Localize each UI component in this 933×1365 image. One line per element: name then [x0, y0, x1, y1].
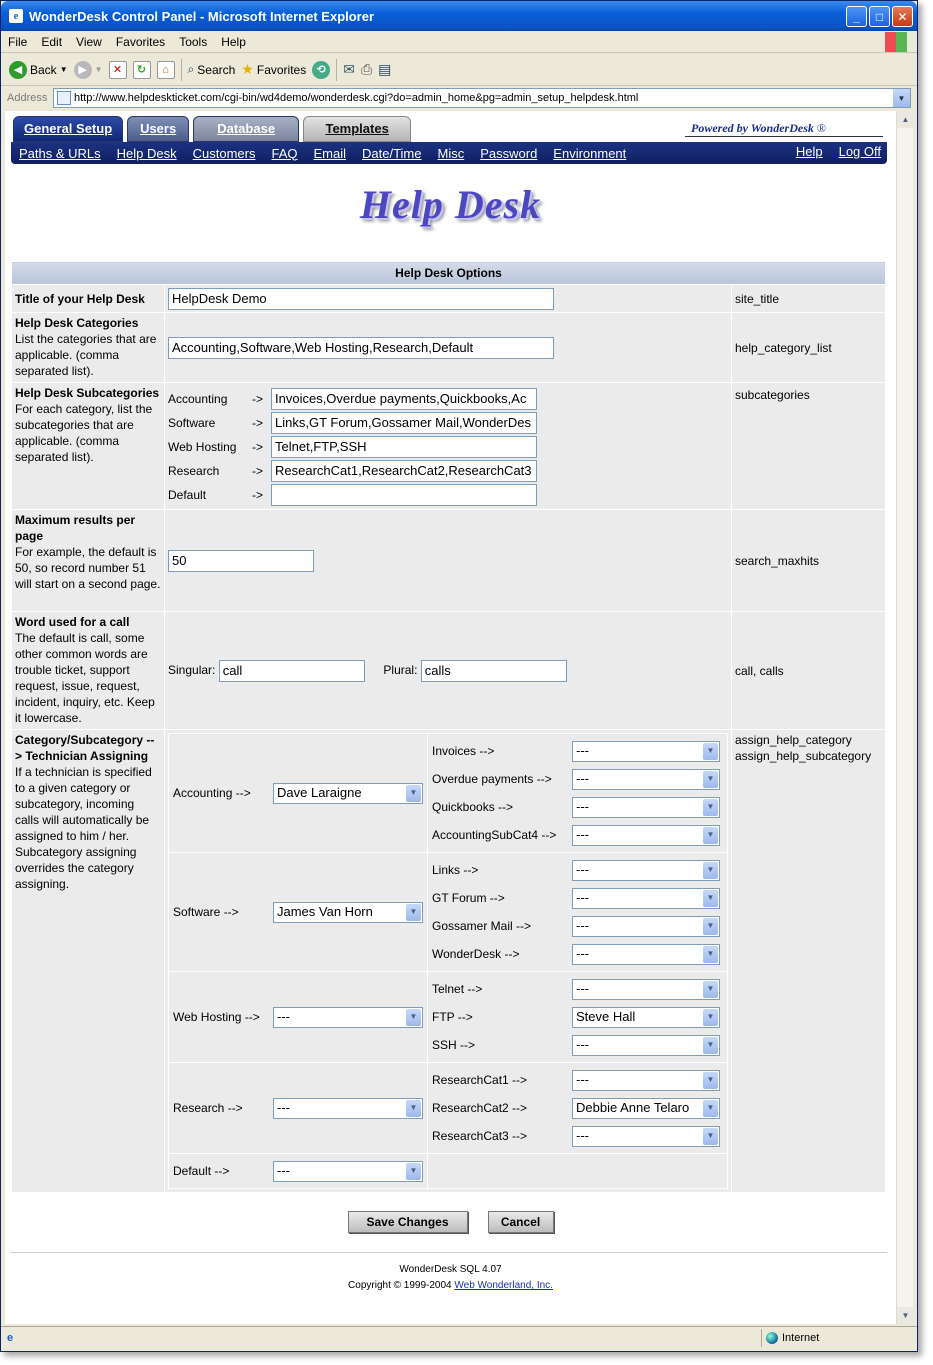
assign-subcat-label: Quickbooks --> [432, 800, 514, 814]
page-viewport [5, 111, 896, 1324]
arrow: -> [251, 440, 263, 454]
tech-select[interactable] [273, 1161, 423, 1182]
security-zone [761, 1329, 819, 1347]
chevron-down-icon: ▼ [703, 771, 718, 788]
options-header: Help Desk Options [12, 262, 886, 285]
copyright-text: Copyright © 1999-2004 [348, 1280, 452, 1291]
arrow: -> [251, 488, 263, 502]
footer-version: WonderDesk SQL 4.07 [399, 1264, 502, 1275]
cancel-button[interactable]: Cancel [488, 1211, 554, 1233]
subcat-row [168, 483, 728, 507]
menu-file[interactable]: File [8, 34, 28, 49]
tab-general-setup[interactable]: General Setup [13, 116, 123, 142]
scroll-down-icon[interactable]: ▼ [897, 1307, 914, 1324]
assign-subcat-label: WonderDesk --> [432, 947, 520, 961]
nav-log-off[interactable]: Log Off [838, 144, 881, 159]
tech-value: --- [576, 1127, 589, 1143]
tech-select[interactable] [273, 902, 423, 923]
subcat-name: Default [168, 488, 207, 502]
globe-icon [766, 1332, 778, 1344]
singular-input[interactable]: call [219, 660, 365, 682]
back-button[interactable]: ◀ Back ▼ [9, 61, 68, 79]
tech-select[interactable] [273, 1007, 423, 1028]
tech-select[interactable] [572, 769, 720, 790]
page-icon [57, 91, 71, 105]
save-changes-button[interactable]: Save Changes [348, 1211, 468, 1233]
chevron-down-icon[interactable]: ▼ [893, 89, 910, 107]
form-buttons [5, 1211, 896, 1233]
nav-faq[interactable]: FAQ [271, 145, 298, 161]
maxhits-key: search_maxhits [735, 553, 820, 568]
subcat-name: Web Hosting [168, 440, 237, 454]
word-label: Word used for a call [15, 615, 130, 629]
tech-select[interactable] [572, 979, 720, 1000]
toolbar-separator [336, 59, 337, 81]
ie-icon: e [9, 9, 23, 23]
main-tabs [13, 116, 411, 142]
search-label: Search [197, 62, 236, 77]
tech-value: --- [576, 945, 589, 961]
assign-category-label: Web Hosting --> [173, 1010, 260, 1024]
back-label: Back [30, 62, 57, 77]
address-bar [1, 87, 917, 109]
subcat-name: Software [168, 416, 216, 430]
chevron-down-icon: ▼ [406, 1163, 421, 1180]
sub-nav [11, 142, 887, 164]
window-title: WonderDesk Control Panel - Microsoft Internet Explorer [29, 8, 375, 24]
tech-value: --- [576, 826, 589, 842]
maxhits-input[interactable]: 50 [168, 550, 314, 572]
tech-select[interactable] [572, 825, 720, 846]
tech-select[interactable] [273, 1098, 423, 1119]
tech-select[interactable] [572, 797, 720, 818]
nav-password[interactable]: Password [480, 145, 538, 161]
nav-help-desk[interactable]: Help Desk [116, 145, 177, 161]
nav-help[interactable]: Help [795, 144, 823, 159]
maxhits-desc: For example, the default is 50, so record number 51 will start on a second page. [15, 545, 161, 591]
tech-select[interactable] [572, 741, 720, 762]
tech-value: --- [576, 798, 589, 814]
tech-value: --- [576, 770, 589, 786]
arrow: -> [251, 392, 263, 406]
chevron-down-icon: ▼ [406, 785, 421, 802]
tech-select[interactable] [572, 860, 720, 881]
assign-subcategory-key: assign_help_subcategory [735, 749, 872, 763]
chevron-down-icon: ▼ [703, 862, 718, 879]
nav-paths-urls[interactable]: Paths & URLs [19, 145, 101, 161]
chevron-down-icon: ▼ [406, 1100, 421, 1117]
help-desk-logo: Help Desk [359, 182, 542, 227]
home-icon[interactable]: ⌂ [157, 61, 175, 79]
menu-favorites[interactable]: Favorites [115, 34, 166, 49]
assign-subcat-label: FTP --> [432, 1010, 473, 1024]
menu-view[interactable]: View [76, 34, 102, 49]
subcat-input[interactable] [271, 484, 537, 506]
nav-email[interactable]: Email [313, 145, 347, 161]
assign-subcat-label: Links --> [432, 863, 479, 877]
chevron-down-icon: ▼ [703, 1072, 718, 1089]
tech-select[interactable] [572, 1070, 720, 1091]
tab-database[interactable]: Database [193, 116, 299, 142]
arrow: -> [251, 416, 263, 430]
address-input[interactable] [53, 88, 911, 108]
address-url: http://www.helpdeskticket.com/cgi-bin/wd4demo/wonderdesk.cgi?do=admin_home&pg=admin_setup_helpdesk.html [74, 92, 639, 104]
forward-arrow-icon: ▶ [74, 61, 92, 79]
singular-label: Singular: [168, 662, 216, 677]
assign-table [168, 733, 728, 1189]
footer-copyright [5, 1280, 896, 1291]
search-button[interactable] [188, 62, 236, 77]
title-label: Title of your Help Desk [15, 291, 145, 306]
tech-select[interactable] [572, 1098, 720, 1119]
assign-subcat-label: Telnet --> [432, 982, 483, 996]
chevron-down-icon: ▼ [703, 890, 718, 907]
powered-by-logo[interactable] [685, 121, 883, 137]
stop-icon[interactable]: ✕ [109, 61, 127, 79]
menu-help[interactable]: Help [221, 34, 246, 49]
nav-date-time[interactable]: Date/Time [362, 145, 422, 161]
tech-value: --- [576, 1036, 589, 1052]
maximize-button[interactable]: □ [869, 6, 890, 27]
assign-desc: If a technician is specified to a given category or subcategory, incoming calls will automatically be assigned to him / her. Subcategory assigning overrides the category assigning. [15, 765, 152, 891]
subcategories-key: subcategories [735, 388, 810, 402]
mail-icon[interactable]: ✉ [343, 61, 355, 77]
history-icon[interactable]: ⟲ [312, 61, 330, 79]
assign-subcat-label: Overdue payments --> [432, 772, 552, 786]
vertical-scrollbar[interactable] [896, 111, 913, 1324]
menu-bar [1, 31, 917, 53]
subcategories-desc: For each category, list the subcategories that are applicable. (comma separated list). [15, 402, 153, 464]
nav-customers[interactable]: Customers [192, 145, 256, 161]
tech-value: --- [576, 889, 589, 905]
tech-select[interactable] [572, 1035, 720, 1056]
subcat-name: Accounting [168, 392, 228, 406]
tech-select[interactable] [572, 1007, 720, 1028]
tech-value: --- [576, 917, 589, 933]
tech-value: Dave Laraigne [277, 784, 362, 800]
chevron-down-icon: ▼ [703, 1037, 718, 1054]
plural-input[interactable]: calls [421, 660, 567, 682]
favorites-label: Favorites [256, 62, 307, 77]
tech-select[interactable] [572, 944, 720, 965]
subcat-input[interactable]: Telnet,FTP,SSH [271, 436, 537, 458]
chevron-down-icon: ▼ [703, 981, 718, 998]
tech-value: --- [277, 1099, 290, 1115]
tech-value: --- [576, 742, 589, 758]
tech-value: --- [576, 980, 589, 996]
tech-select[interactable] [273, 783, 423, 804]
subcat-input[interactable]: ResearchCat1,ResearchCat2,ResearchCat3 [271, 460, 537, 482]
edit-icon[interactable]: ▤ [378, 61, 392, 77]
tab-users[interactable]: Users [127, 116, 189, 142]
tech-value: --- [576, 1071, 589, 1087]
search-icon: ⌕ [187, 62, 195, 76]
assign-subcat-label: Gossamer Mail --> [432, 919, 532, 933]
tech-select[interactable] [572, 1126, 720, 1147]
assign-subcat-label: ResearchCat2 --> [432, 1101, 528, 1115]
chevron-down-icon: ▼ [703, 1100, 718, 1117]
chevron-down-icon: ▼ [703, 946, 718, 963]
tech-value: Steve Hall [576, 1008, 636, 1024]
minimize-button[interactable]: _ [846, 6, 867, 27]
page-status-icon: e [7, 1331, 14, 1344]
address-label: Address [7, 92, 48, 104]
tab-templates[interactable]: Templates [303, 116, 411, 142]
registered-mark: ® [816, 121, 827, 135]
chevron-down-icon: ▼ [703, 827, 718, 844]
star-icon: ★ [241, 61, 254, 77]
arrow: -> [251, 464, 263, 478]
subcat-name: Research [168, 464, 220, 478]
subcat-input[interactable]: Invoices,Overdue payments,Quickbooks,Ac [271, 388, 537, 410]
assign-category-key: assign_help_category [735, 733, 852, 747]
footer-divider [11, 1252, 887, 1253]
subcat-row [168, 411, 728, 435]
tech-value: --- [576, 861, 589, 877]
status-bar [1, 1326, 917, 1348]
assign-category-label: Research --> [173, 1101, 243, 1115]
forward-button[interactable]: ▶ ▼ [74, 61, 103, 79]
assign-category-label: Software --> [173, 905, 239, 919]
company-link[interactable]: Web Wonderland, Inc. [454, 1280, 553, 1291]
categories-desc: List the categories that are applicable. (comma separated list). [15, 332, 157, 378]
subcat-row [168, 459, 728, 483]
chevron-down-icon: ▼ [703, 918, 718, 935]
tech-value: James Van Horn [277, 903, 373, 919]
categories-input[interactable]: Accounting,Software,Web Hosting,Research,Default [168, 337, 554, 359]
back-arrow-icon: ◀ [9, 61, 27, 79]
toolbar-separator [181, 59, 182, 81]
chevron-down-icon: ▼ [406, 1009, 421, 1026]
windows-flag-icon [885, 32, 907, 52]
site-title-key: site_title [735, 291, 780, 306]
scroll-up-icon[interactable]: ▲ [897, 111, 914, 128]
assign-subcat-label: GT Forum --> [432, 891, 505, 905]
categories-key: help_category_list [735, 340, 832, 355]
chevron-down-icon: ▼ [406, 904, 421, 921]
subcategories-label: Help Desk Subcategories [15, 386, 160, 400]
tech-value: Debbie Anne Telaro [576, 1099, 690, 1115]
assign-subcat-label: Invoices --> [432, 744, 495, 758]
powered-text: Powered by WonderDesk [691, 121, 814, 135]
refresh-icon[interactable]: ↻ [133, 61, 151, 79]
categories-label: Help Desk Categories [15, 316, 139, 330]
plural-label: Plural: [383, 662, 418, 677]
maxhits-label: Maximum results per page [15, 513, 136, 543]
nav-environment[interactable]: Environment [553, 145, 627, 161]
tech-value: --- [277, 1008, 290, 1024]
close-button[interactable]: ✕ [892, 6, 913, 27]
tech-select[interactable] [572, 916, 720, 937]
print-icon[interactable]: ⎙ [360, 61, 373, 77]
zone-label: Internet [782, 1332, 820, 1344]
options-table [11, 261, 886, 1193]
nav-misc[interactable]: Misc [437, 145, 465, 161]
subcat-input[interactable]: Links,GT Forum,Gossamer Mail,WonderDes [271, 412, 537, 434]
site-title-input[interactable]: HelpDesk Demo [168, 288, 554, 310]
chevron-down-icon: ▼ [703, 799, 718, 816]
assign-label: Category/Subcategory --> Technician Assigning [15, 733, 155, 763]
subcat-row [168, 435, 728, 459]
word-key: call, calls [735, 663, 784, 678]
assign-subcat-label: ResearchCat1 --> [432, 1073, 528, 1087]
menu-edit[interactable]: Edit [41, 34, 63, 49]
assign-category-label: Accounting --> [173, 786, 251, 800]
word-desc: The default is call, some other common words are trouble ticket, support request, issue, request, incident, inquiry, etc. Keep it lowercase. [15, 631, 155, 725]
tech-select[interactable] [572, 888, 720, 909]
tech-value: --- [277, 1162, 290, 1178]
assign-subcat-label: AccountingSubCat4 --> [432, 828, 557, 842]
chevron-down-icon: ▼ [703, 743, 718, 760]
chevron-down-icon: ▼ [703, 1128, 718, 1145]
subcat-row [168, 387, 728, 411]
assign-subcat-label: SSH --> [432, 1038, 476, 1052]
toolbar [1, 54, 917, 86]
assign-subcat-label: ResearchCat3 --> [432, 1129, 528, 1143]
favorites-button[interactable] [241, 61, 306, 78]
chevron-down-icon: ▼ [703, 1009, 718, 1026]
assign-category-label: Default --> [173, 1164, 230, 1178]
menu-tools[interactable]: Tools [179, 34, 208, 49]
title-bar[interactable] [1, 1, 917, 31]
